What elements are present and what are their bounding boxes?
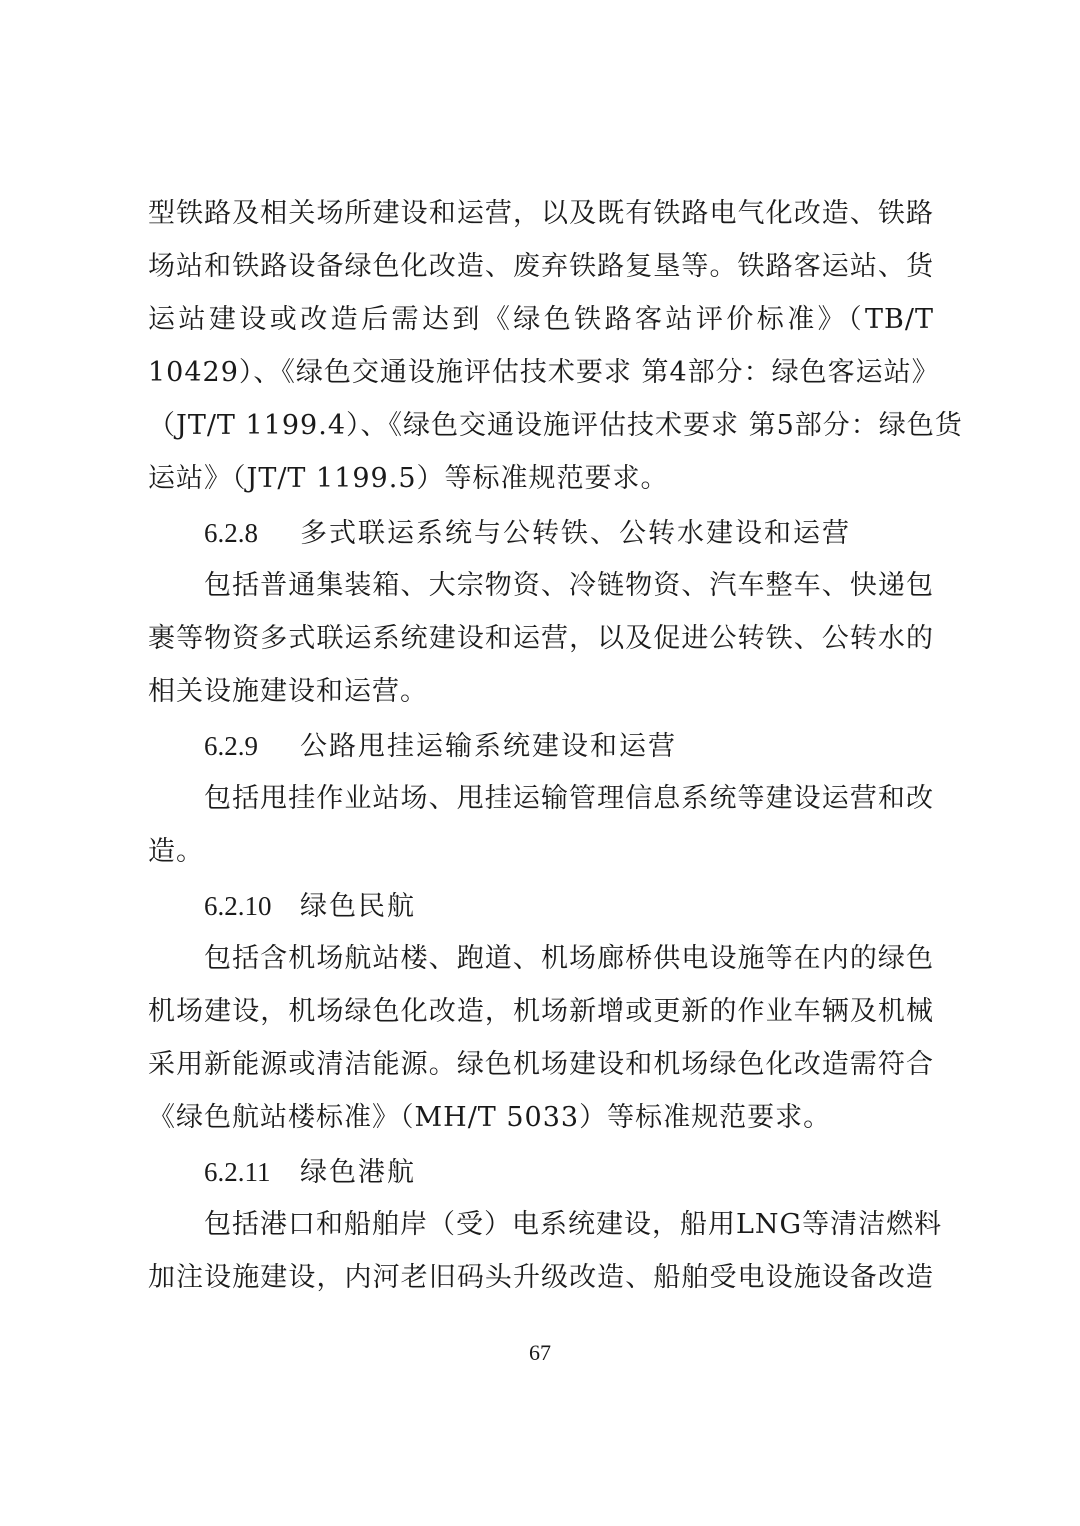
section-title: 多式联运系统与公转铁、公转水建设和运营 — [300, 518, 851, 549]
section-heading-6-2-10 — [204, 880, 416, 932]
section-title: 绿色民航 — [300, 891, 416, 922]
paragraph-line: 包括甩挂作业站场、甩挂运输管理信息系统等建设运营和改 — [204, 783, 934, 814]
section-number: 6.2.10 — [204, 891, 272, 921]
paragraph-line: 场站和铁路设备绿色化改造、废弃铁路复垦等。铁路客运站、货 — [148, 251, 934, 282]
paragraph-line: 包括含机场航站楼、跑道、机场廊桥供电设施等在内的绿色 — [204, 943, 934, 974]
paragraph-line: （JT/T 1199.4）、《绿色交通设施评估技术要求 第5部分：绿色货 — [148, 410, 963, 441]
paragraph-line: 包括港口和船舶岸（受）电系统建设，船用LNG等清洁燃料 — [204, 1209, 943, 1240]
section-title: 绿色港航 — [300, 1157, 416, 1188]
section-heading-6-2-8 — [204, 507, 851, 559]
paragraph-line: 运站》（JT/T 1199.5）等标准规范要求。 — [148, 463, 669, 494]
section-heading-6-2-9 — [204, 720, 677, 772]
paragraph-line: 裹等物资多式联运系统建设和运营，以及促进公转铁、公转水的 — [148, 623, 934, 654]
paragraph-line: 《绿色航站楼标准》（MH/T 5033）等标准规范要求。 — [148, 1102, 832, 1133]
paragraph-line: 相关设施建设和运营。 — [148, 676, 428, 707]
section-number: 6.2.11 — [204, 1157, 271, 1187]
paragraph-line: 型铁路及相关场所建设和运营，以及既有铁路电气化改造、铁路 — [148, 198, 934, 229]
section-title: 公路甩挂运输系统建设和运营 — [300, 731, 677, 762]
paragraph-line: 采用新能源或清洁能源。绿色机场建设和机场绿色化改造需符合 — [148, 1049, 934, 1080]
paragraph-line: 包括普通集装箱、大宗物资、冷链物资、汽车整车、快递包 — [204, 570, 934, 601]
paragraph-line: 加注设施建设，内河老旧码头升级改造、船舶受电设施设备改造 — [148, 1262, 934, 1293]
section-heading-6-2-11 — [204, 1146, 416, 1198]
paragraph-line: 机场建设，机场绿色化改造，机场新增或更新的作业车辆及机械 — [148, 996, 934, 1027]
section-number: 6.2.9 — [204, 731, 258, 761]
page-number: 67 — [529, 1340, 551, 1365]
paragraph-line: 运站建设或改造后需达到《绿色铁路客站评价标准》（TB/T — [148, 304, 934, 335]
paragraph-line: 10429）、《绿色交通设施评估技术要求 第4部分：绿色客运站》 — [148, 357, 940, 388]
section-number: 6.2.8 — [204, 518, 258, 548]
paragraph-line: 造。 — [148, 836, 204, 867]
